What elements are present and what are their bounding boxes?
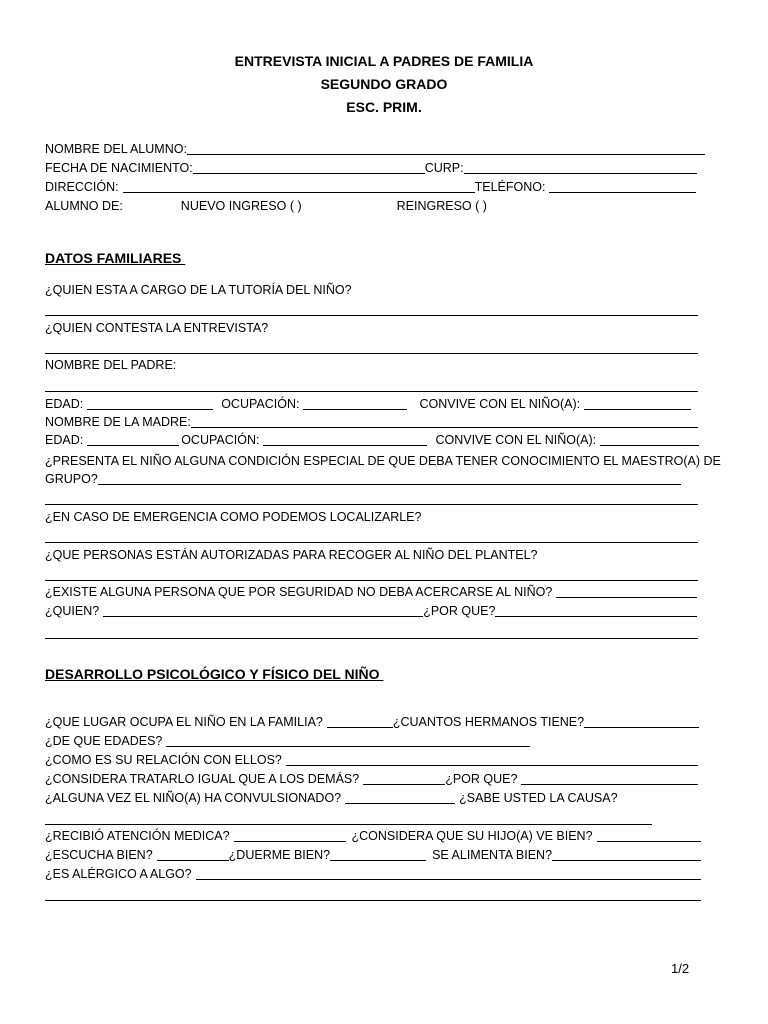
sleep-field[interactable] [330,847,426,861]
address-label: DIRECCIÓN: [45,180,119,194]
safety-question-row [45,583,697,601]
mother-details-row [45,431,699,449]
mother-occupation-label: OCUPACIÓN: [181,433,260,447]
address-field[interactable] [123,179,475,193]
equal-treatment-label: ¿CONSIDERA TRATARLO IGUAL QUE A LOS DEMÁS? [45,772,360,786]
mother-name-label: NOMBRE DE LA MADRE: [45,415,191,429]
special-condition-question [45,452,721,470]
tutor-answer-line[interactable] [45,315,698,316]
form-header [0,50,768,119]
siblings-label: ¿CUANTOS HERMANOS TIENE? [392,715,585,729]
equal-treatment-row [45,770,698,788]
hearing-row [45,846,701,864]
student-name-label: NOMBRE DEL ALUMNO: [45,142,187,156]
family-place-row [45,713,699,731]
why-field[interactable] [495,603,697,617]
emergency-answer-line[interactable] [45,542,698,543]
respondent-answer-line[interactable] [45,353,698,354]
birthdate-row [45,159,697,177]
relationship-label: ¿COMO ES SU RELACIÓN CON ELLOS? [45,753,282,767]
father-name-line[interactable] [45,391,698,392]
reenrollment-option[interactable]: REINGRESO ( ) [396,199,487,213]
phone-label: TELÉFONO: [474,180,546,194]
father-name-label: NOMBRE DEL PADRE: [45,358,177,372]
emergency-question [45,508,705,526]
mother-lives-with-field[interactable] [600,432,699,446]
respondent-question-label: ¿QUIEN CONTESTA LA ENTREVISTA? [45,321,269,335]
father-occupation-label: OCUPACIÓN: [221,397,300,411]
hearing-field[interactable] [157,847,229,861]
ages-row [45,732,530,750]
special-condition-field[interactable] [98,471,681,485]
medical-label: ¿RECIBIÓ ATENCIÓN MEDICA? [45,829,230,843]
medical-field[interactable] [234,828,346,842]
sight-field[interactable] [597,828,701,842]
respondent-question [45,319,705,337]
equal-treatment-field[interactable] [363,771,445,785]
who-label: ¿QUIEN? [45,604,100,618]
phone-field[interactable] [549,179,696,193]
cause-answer-line[interactable] [45,824,652,825]
form-grade: SEGUNDO GRADO [320,76,448,92]
student-name-field[interactable] [187,141,705,155]
form-title: ENTREVISTA INICIAL A PADRES DE FAMILIA [234,53,534,69]
enrollment-row [45,197,705,215]
new-enrollment-option[interactable]: NUEVO INGRESO ( ) [180,199,302,213]
mother-lives-with-label: CONVIVE CON EL NIÑO(A): [435,433,597,447]
why-label: ¿POR QUE? [423,604,496,618]
page-number: 1/2 [671,961,690,976]
ages-label: ¿DE QUE EDADES? [45,734,163,748]
tutor-question [45,281,705,299]
who-why-line[interactable] [45,638,698,639]
special-condition-label-2: GRUPO? [45,472,98,486]
curp-field[interactable] [464,160,697,174]
safety-label: ¿EXISTE ALGUNA PERSONA QUE POR SEGURIDAD NO DEBA ACERCARSE AL NIÑO? [45,585,553,599]
equal-why-field[interactable] [521,771,698,785]
sight-label: ¿CONSIDERA QUE SU HIJO(A) VE BIEN? [351,829,593,843]
address-row [45,178,696,196]
special-condition-row [45,470,681,488]
convulsion-label: ¿ALGUNA VEZ EL NIÑO(A) HA CONVULSIONADO? [45,791,342,805]
relationship-row [45,751,698,769]
special-condition-line[interactable] [45,504,698,505]
authorized-question [45,546,705,564]
medical-row [45,827,701,845]
father-age-field[interactable] [87,396,213,410]
birthdate-label: FECHA DE NACIMIENTO: [45,161,193,175]
convulsion-field[interactable] [345,790,455,804]
father-name-question [45,356,705,374]
family-place-label: ¿QUE LUGAR OCUPA EL NIÑO EN LA FAMILIA? [45,715,323,729]
curp-label: CURP: [424,161,464,175]
birthdate-field[interactable] [193,160,425,174]
allergy-answer-line[interactable] [45,900,701,901]
eating-label: SE ALIMENTA BIEN? [432,848,553,862]
hearing-label: ¿ESCUCHA BIEN? [45,848,153,862]
allergy-label: ¿ES ALÉRGICO A ALGO? [45,867,192,881]
father-lives-with-label: CONVIVE CON EL NIÑO(A): [419,397,581,411]
authorized-answer-line[interactable] [45,580,698,581]
safety-field[interactable] [556,584,697,598]
mother-age-field[interactable] [87,432,179,446]
family-section-title: DATOS FAMILIARES [45,250,186,266]
equal-why-label: ¿POR QUE? [445,772,518,786]
form-school: ESC. PRIM. [346,99,422,115]
special-condition-label: ¿PRESENTA EL NIÑO ALGUNA CONDICIÓN ESPECIAL DE QUE DEBA TENER CONOCIMIENTO EL MAESTRO(A) DE [45,454,721,468]
cause-label: ¿SABE USTED LA CAUSA? [459,791,618,805]
sleep-label: ¿DUERME BIEN? [228,848,331,862]
family-place-field[interactable] [327,714,393,728]
mother-name-field[interactable] [191,414,698,428]
development-section-title: DESARROLLO PSICOLÓGICO Y FÍSICO DEL NIÑO [45,666,384,682]
ages-field[interactable] [166,733,530,747]
emergency-label: ¿EN CASO DE EMERGENCIA COMO PODEMOS LOCALIZARLE? [45,510,422,524]
authorized-label: ¿QUE PERSONAS ESTÁN AUTORIZADAS PARA RECOGER AL NIÑO DEL PLANTEL? [45,548,538,562]
father-lives-with-field[interactable] [584,396,691,410]
allergy-field[interactable] [196,866,701,880]
father-occupation-field[interactable] [303,396,407,410]
enrollment-label: ALUMNO DE: [45,199,123,213]
mother-name-row [45,413,698,431]
tutor-question-label: ¿QUIEN ESTA A CARGO DE LA TUTORÍA DEL NIÑO? [45,283,352,297]
allergy-row [45,865,701,883]
convulsion-row [45,789,705,807]
who-why-row [45,602,697,620]
mother-age-label: EDAD: [45,433,84,447]
student-name-row [45,140,705,158]
who-field[interactable] [103,603,423,617]
siblings-field[interactable] [584,714,699,728]
relationship-field[interactable] [286,752,698,766]
eating-field[interactable] [552,847,701,861]
father-age-label: EDAD: [45,397,84,411]
father-details-row [45,395,691,413]
mother-occupation-field[interactable] [263,432,427,446]
